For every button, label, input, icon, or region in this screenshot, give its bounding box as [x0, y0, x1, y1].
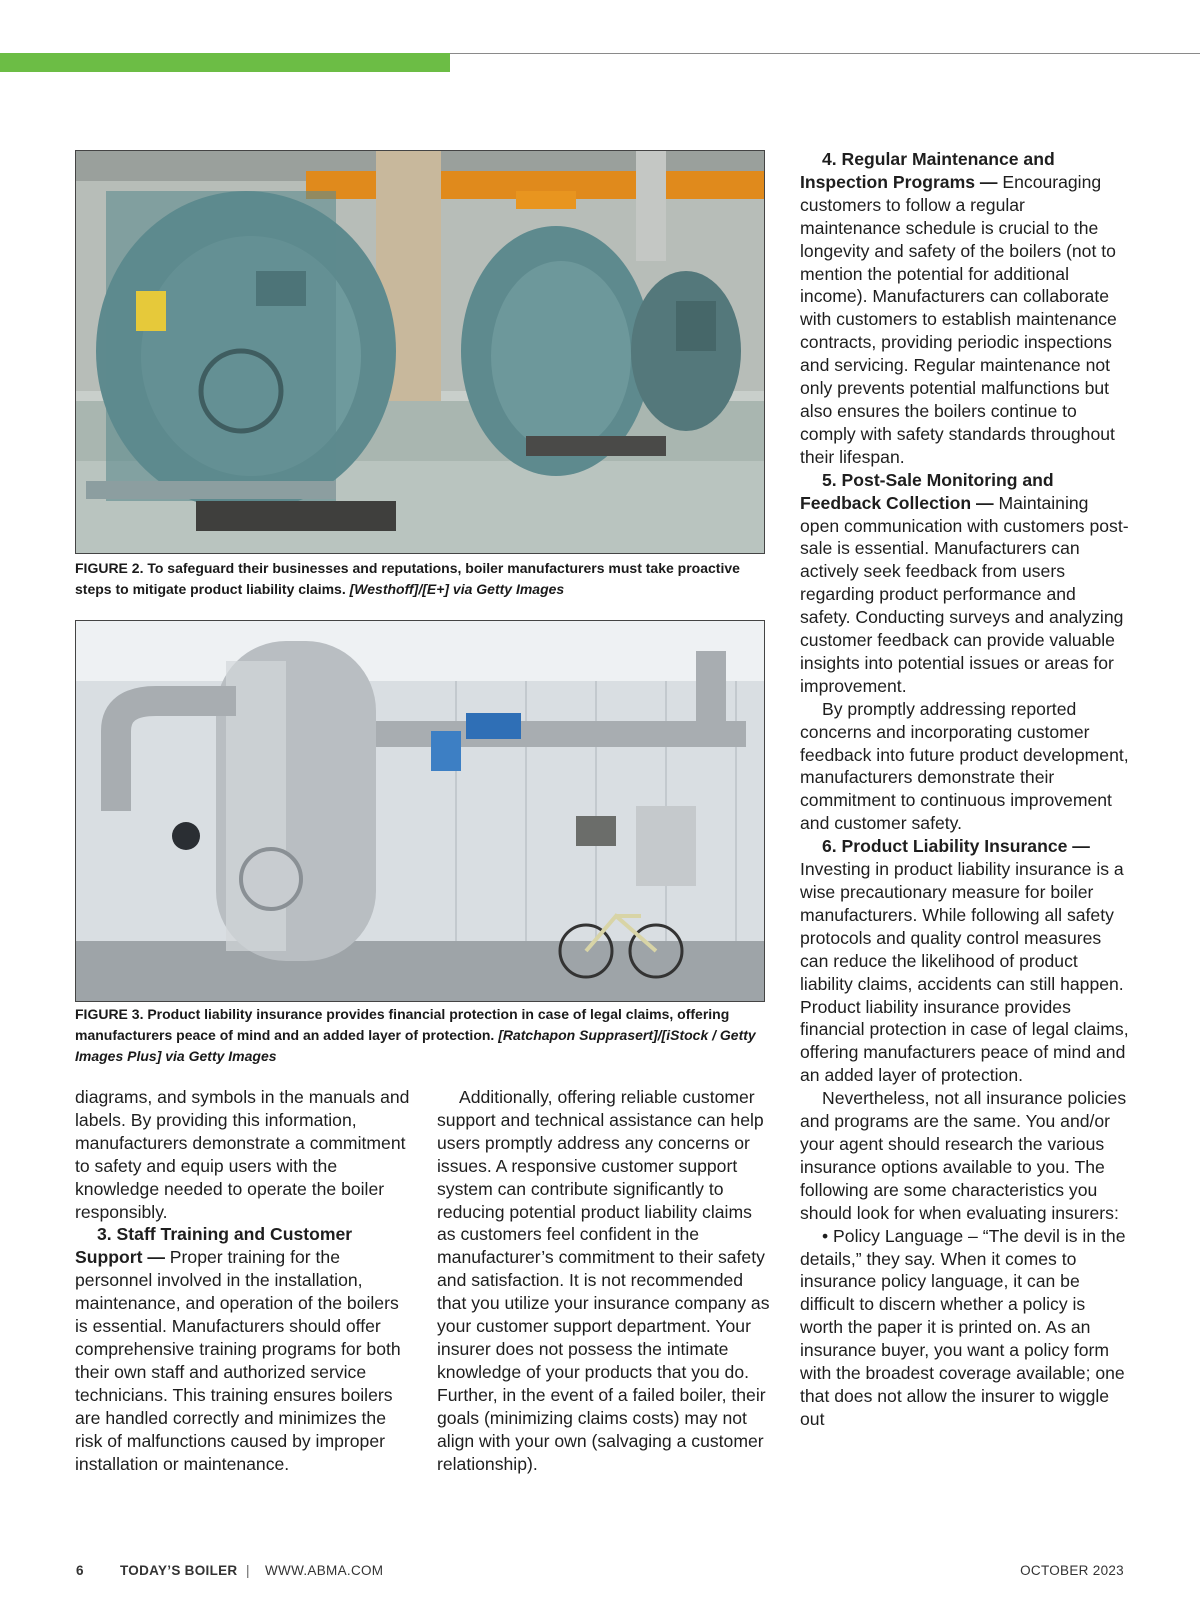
section-5-heading: 5. Post-Sale Monitoring and Feedback Collection —: [800, 469, 1054, 513]
section-5-body: Maintaining open communication with customers post-sale is essential. Manufacturers can actively seek feedback from users regarding product performance and safety. Conducting surveys and analyzing customer feedback can provide valuable insights into potential issues or areas for improvement.: [800, 492, 1129, 696]
right-column: [800, 148, 1130, 1431]
left-paragraph-2: [75, 1223, 410, 1475]
section-3-heading: 3. Staff Training and Customer Support —: [75, 1224, 353, 1268]
issue-date: OCTOBER 2023: [1020, 1563, 1124, 1578]
figure-2-caption: [75, 558, 775, 600]
right-paragraph-2: [800, 469, 1130, 698]
right-paragraph-4: [800, 835, 1130, 1087]
publication-name: TODAY’S BOILER: [120, 1563, 238, 1578]
figure-2-credit: [Westhoff]/[E+] via Getty Images: [349, 581, 565, 597]
figure-3-caption: [75, 1004, 775, 1067]
header-accent-bar: [0, 53, 450, 72]
section-3-body: Proper training for the personnel involved in the installation, maintenance, and operation of the boilers is essential. Manufacturers should offer comprehensive training programs for both their own staff and authorized service technicians. This training ensures boilers are handled correctly and minimizes the risk of malfunctions caused by improper installation or maintenance.: [75, 1247, 401, 1474]
section-6-body: Investing in product liability insurance is a wise precautionary measure for boiler manufacturers. While following all safety protocols and quality control measures can reduce the likelihood of product liability claims, accidents can still happen. Product liability insurance provides financial protection in case of legal claims, offering manufacturers peace of mind and an added layer of protection.: [800, 859, 1129, 1086]
figure-3-caption-text: FIGURE 3. Product liability insurance provides financial protection in case of legal claims, offering manufacturers peace of mind and an added layer of protection.: [75, 1006, 730, 1043]
page-number: 6: [76, 1563, 84, 1578]
footer-separator: |: [246, 1563, 250, 1578]
figure-3-credit: [Ratchapon Supprasert]/[iStock / Getty Images Plus] via Getty Images: [75, 1027, 756, 1064]
middle-paragraph-1: Additionally, offering reliable customer support and technical assistance can help users promptly address any concerns or issues. A responsive customer support system can contribute significantly to reducing potential product liability claims as customers feel confident in the manufacturer’s commitment to their safety and satisfaction. It is not recommended that you utilize your insurance company as your customer support department. Your insurer does not possess the intimate knowledge of your products that you do. Further, in the event of a failed boiler, their goals (minimizing claims costs) may not align with your own (salvaging a customer relationship).: [437, 1087, 770, 1474]
section-4-body: Encouraging customers to follow a regular maintenance schedule is crucial to the longevity and safety of the boilers (not to mention the potential for additional income). Manufacturers can collaborate with customers to establish maintenance contracts, providing periodic inspections and servicing. Regular maintenance not only prevents potential malfunctions but also ensures the boilers continue to comply with safety standards throughout their lifespan.: [800, 171, 1117, 467]
right-paragraph-1: [800, 148, 1130, 469]
figure-2-photo: [75, 150, 765, 554]
left-column: [75, 1086, 410, 1475]
footer-website-link[interactable]: WWW.ABMA.COM: [265, 1563, 384, 1578]
section-4-heading: 4. Regular Maintenance and Inspection Programs —: [800, 149, 1055, 192]
left-paragraph-1: diagrams, and symbols in the manuals and labels. By providing this information, manufacturers demonstrate a commitment to safety and equip users with the knowledge needed to operate the boiler responsibly.: [75, 1087, 410, 1222]
right-paragraph-6: • Policy Language – “The devil is in the details,” they say. When it comes to insurance policy language, it can be difficult to discern whether a policy is worth the paper it is printed on. As an insurance buyer, you want a policy form with the broadest coverage available; one that does not allow the insurer to wiggle out: [800, 1225, 1126, 1429]
figure-3-photo: [75, 620, 765, 1002]
section-6-heading: 6. Product Liability Insurance —: [822, 836, 1090, 857]
right-paragraph-3: By promptly addressing reported concerns and incorporating customer feedback into future product development, manufacturers demonstrate their commitment to continuous improvement and customer safety.: [800, 698, 1129, 834]
figure-2-caption-text: FIGURE 2. To safeguard their businesses and reputations, boiler manufacturers must take proactive steps to mitigate product liability claims.: [75, 560, 740, 597]
middle-column: [437, 1086, 772, 1475]
right-paragraph-5: Nevertheless, not all insurance policies and programs are the same. You and/or your agent should research the various insurance options available to you. The following are some characteristics you should look for when evaluating insurers:: [800, 1088, 1127, 1223]
header-rule: [450, 53, 1200, 54]
